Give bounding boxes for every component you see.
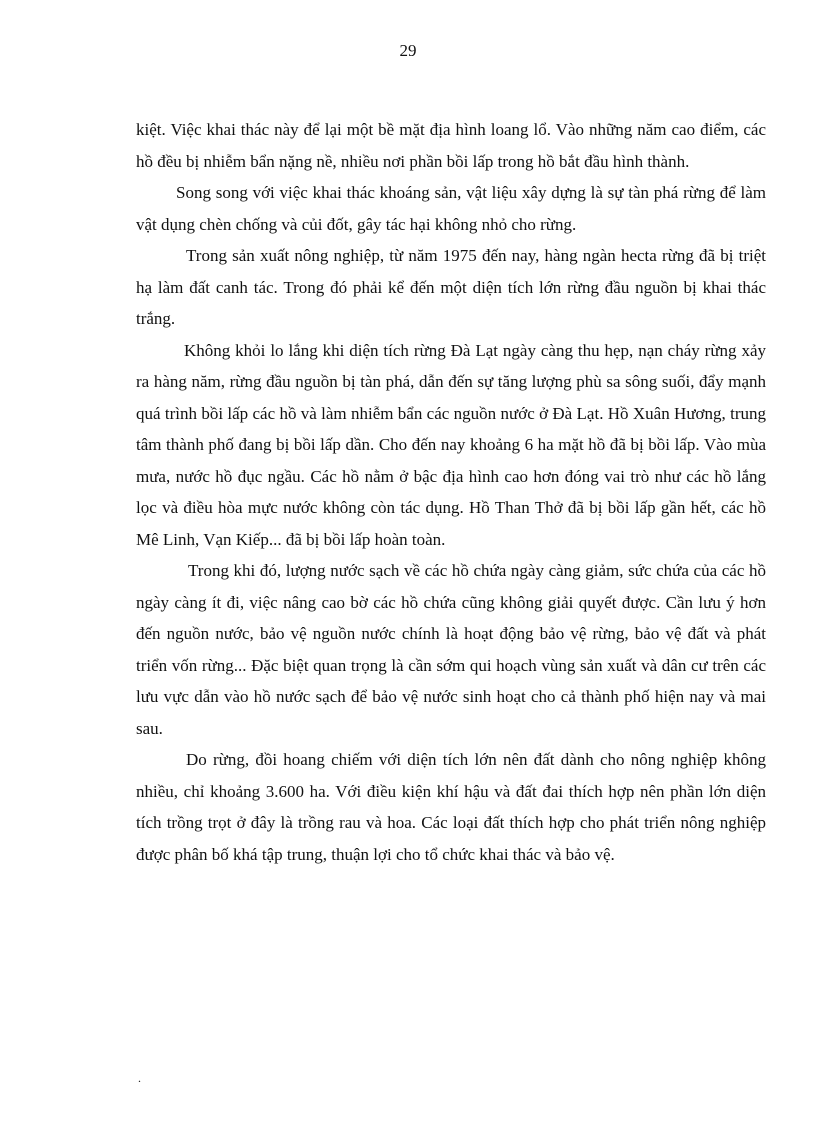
document-body [136, 114, 766, 870]
page-number: 29 [399, 41, 417, 60]
paragraph-1: kiệt. Việc khai thác này để lại một bề mặt địa hình loang lổ. Vào những năm cao điểm, các hồ đều bị nhiễm bẩn nặng nề, nhiều nơi phần bồi lấp trong hồ bắt đầu hình thành. [136, 120, 766, 171]
paragraph-4: Không khỏi lo lắng khi diện tích rừng Đà Lạt ngày càng thu hẹp, nạn cháy rừng xảy ra hàng năm, rừng đầu nguồn bị tàn phá, dẫn đến sự tăng lượng phù sa sông suối, đẩy mạnh quá trình bồi lấp các hồ và làm nhiễm bẩn các nguồn nước ở Đà Lạt. Hồ Xuân Hương, trung tâm thành phố đang bị bồi lấp dần. Cho đến nay khoảng 6 ha mặt hồ đã bị bồi lấp. Vào mùa mưa, nước hồ đục ngầu. Các hồ nằm ở bậc địa hình cao hơn đóng vai trò như các hồ lắng lọc và điều hòa mực nước không còn tác dụng. Hồ Than Thở đã bị bồi lấp gần hết, các hồ Mê Linh, Vạn Kiếp... đã bị bồi lấp hoàn toàn. [136, 340, 766, 549]
footer-mark: . [138, 1071, 141, 1085]
paragraph-6: Do rừng, đồi hoang chiếm với diện tích lớn nên đất dành cho nông nghiệp không nhiều, chỉ khoảng 3.600 ha. Với điều kiện khí hậu và đất đai thích hợp nên phần lớn diện tích trồng trọt ở đây là trồng rau và hoa. Các loại đất thích hợp cho phát triển nông nghiệp được phân bố khá tập trung, thuận lợi cho tổ chức khai thác và bảo vệ. [136, 750, 766, 864]
paragraph-2: Song song với việc khai thác khoáng sản, vật liệu xây dựng là sự tàn phá rừng để làm vật dụng chèn chống và củi đốt, gây tác hại không nhỏ cho rừng. [136, 183, 766, 234]
paragraph-5: Trong khi đó, lượng nước sạch về các hồ chứa ngày càng giảm, sức chứa của các hồ ngày càng ít đi, việc nâng cao bờ các hồ chứa cũng không giải quyết được. Cần lưu ý hơn đến nguồn nước, bảo vệ nguồn nước chính là hoạt động bảo vệ rừng, bảo vệ đất và phát triển vốn rừng... Đặc biệt quan trọng là cần sớm qui hoạch vùng sản xuất và dân cư trên các lưu vực dẫn vào hồ nước sạch để bảo vệ nước sinh hoạt cho cả thành phố hiện nay và mai sau. [136, 561, 766, 738]
paragraph-3: Trong sản xuất nông nghiệp, từ năm 1975 đến nay, hàng ngàn hecta rừng đã bị triệt hạ làm đất canh tác. Trong đó phải kể đến một diện tích lớn rừng đầu nguồn bị khai thác trắng. [136, 246, 766, 328]
